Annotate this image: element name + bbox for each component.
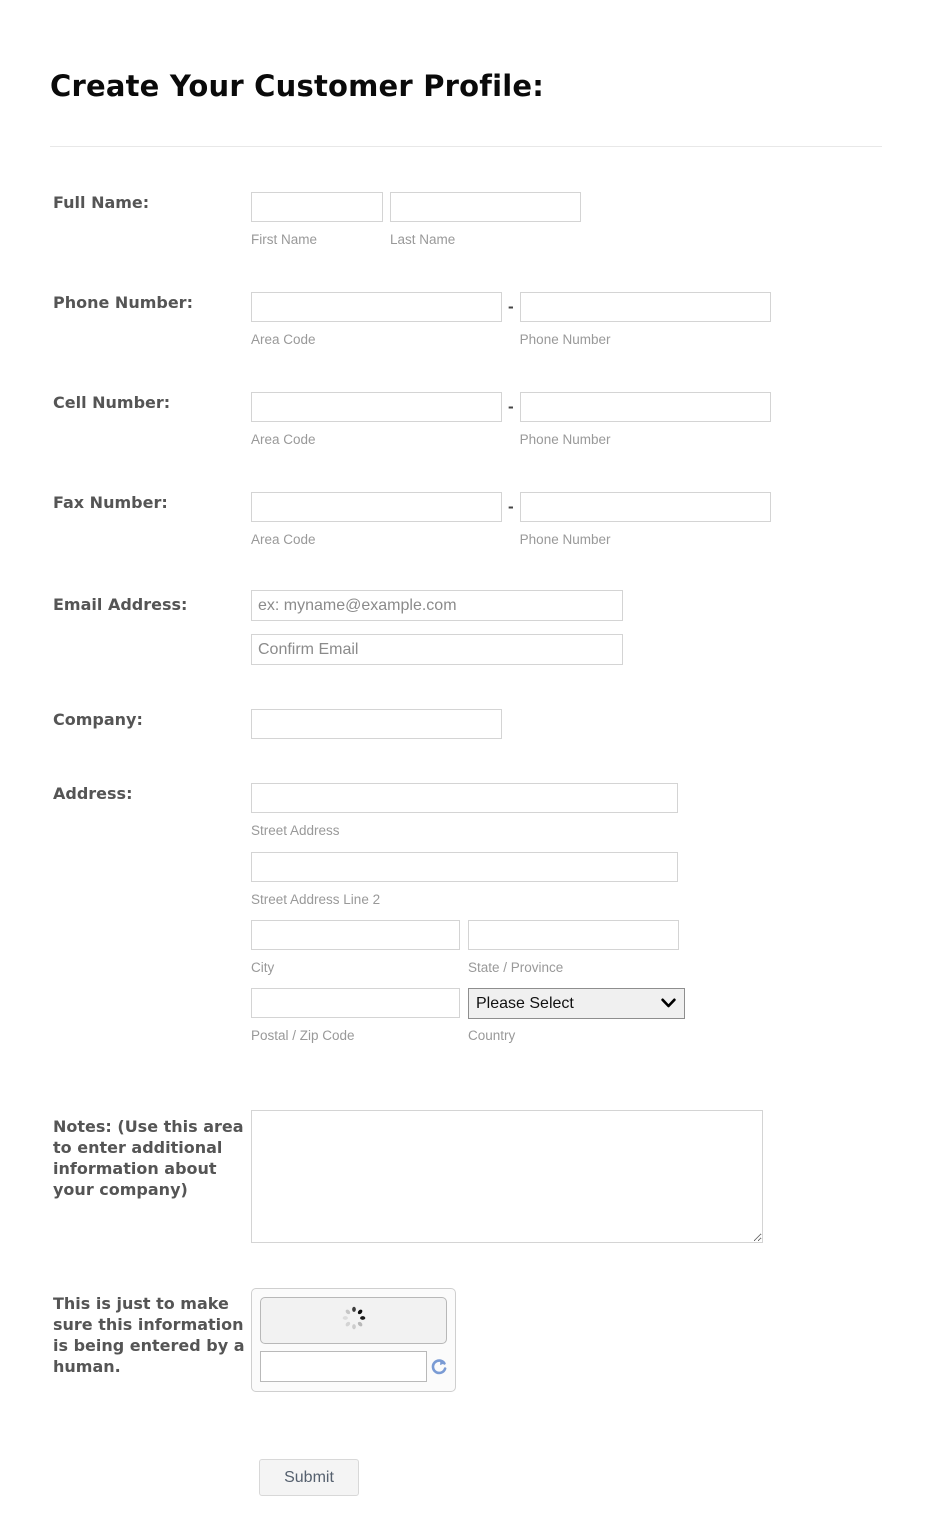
fax-number-fields	[251, 492, 771, 547]
city-sub-label: City	[251, 960, 275, 975]
full-name-fields	[251, 192, 581, 247]
header-divider	[50, 146, 882, 147]
email-fields	[251, 590, 623, 665]
cell-number-label: Cell Number:	[53, 393, 171, 412]
fax-number-input[interactable]	[520, 492, 771, 522]
first-name-sub-label: First Name	[251, 232, 318, 247]
captcha-input[interactable]	[260, 1351, 427, 1382]
company-input[interactable]	[251, 709, 502, 739]
city-input[interactable]	[251, 920, 460, 950]
street-address-line2-sub-label: Street Address Line 2	[251, 891, 381, 907]
email-input[interactable]	[251, 590, 623, 621]
cell-number-fields	[251, 392, 771, 447]
country-sub-label: Country	[468, 1027, 516, 1043]
notes-textarea[interactable]	[251, 1110, 763, 1243]
fax-number-sub-label: Phone Number	[519, 532, 611, 547]
last-name-input[interactable]	[390, 192, 581, 222]
address-fields	[251, 783, 685, 1042]
address-label: Address:	[53, 784, 133, 803]
cell-area-code-input[interactable]	[251, 392, 502, 422]
phone-area-code-input[interactable]	[251, 292, 502, 322]
phone-number-fields	[251, 292, 771, 347]
country-select-wrap	[468, 988, 685, 1019]
fax-area-code-input[interactable]	[251, 492, 502, 522]
fax-number-label: Fax Number:	[53, 493, 168, 512]
notes-fields	[251, 1110, 763, 1248]
phone-number-input[interactable]	[520, 292, 771, 322]
notes-label: Notes: (Use this area to enter additional information about your company)	[53, 1117, 244, 1200]
state-province-input[interactable]	[468, 920, 679, 950]
fax-area-code-sub-label: Area Code	[251, 532, 316, 547]
cell-separator: -	[508, 397, 514, 416]
captcha-label: This is just to make sure this information is being entered by a human.	[53, 1294, 245, 1377]
last-name-sub-label: Last Name	[390, 232, 456, 247]
captcha-entry-row	[260, 1351, 447, 1382]
cell-number-sub-label: Phone Number	[519, 432, 611, 447]
refresh-icon[interactable]	[430, 1357, 448, 1377]
postal-zip-code-input[interactable]	[251, 988, 460, 1018]
loading-spinner-icon	[341, 1305, 367, 1336]
cell-area-code-sub-label: Area Code	[251, 432, 316, 447]
street-address-line2-input[interactable]	[251, 852, 678, 882]
street-address-input[interactable]	[251, 783, 678, 813]
postal-zip-code-sub-label: Postal / Zip Code	[251, 1027, 355, 1043]
company-label: Company:	[53, 710, 143, 729]
first-name-input[interactable]	[251, 192, 383, 222]
phone-separator: -	[508, 297, 514, 316]
email-label: Email Address:	[53, 595, 188, 614]
captcha-fields	[251, 1288, 456, 1392]
fax-separator: -	[508, 497, 514, 516]
phone-number-sub-label: Phone Number	[519, 332, 611, 347]
company-fields	[251, 709, 502, 739]
full-name-label: Full Name:	[53, 193, 150, 212]
captcha-image-panel	[260, 1297, 447, 1344]
submit-button[interactable]: Submit	[259, 1459, 359, 1496]
page-title: Create Your Customer Profile:	[50, 69, 545, 103]
cell-number-input[interactable]	[520, 392, 771, 422]
state-province-sub-label: State / Province	[468, 960, 564, 975]
captcha-container	[251, 1288, 456, 1392]
form-header	[50, 68, 882, 104]
confirm-email-input[interactable]	[251, 634, 623, 665]
street-address-sub-label: Street Address	[251, 823, 340, 838]
phone-area-code-sub-label: Area Code	[251, 332, 316, 347]
country-select[interactable]	[468, 988, 685, 1019]
phone-number-label: Phone Number:	[53, 293, 193, 312]
